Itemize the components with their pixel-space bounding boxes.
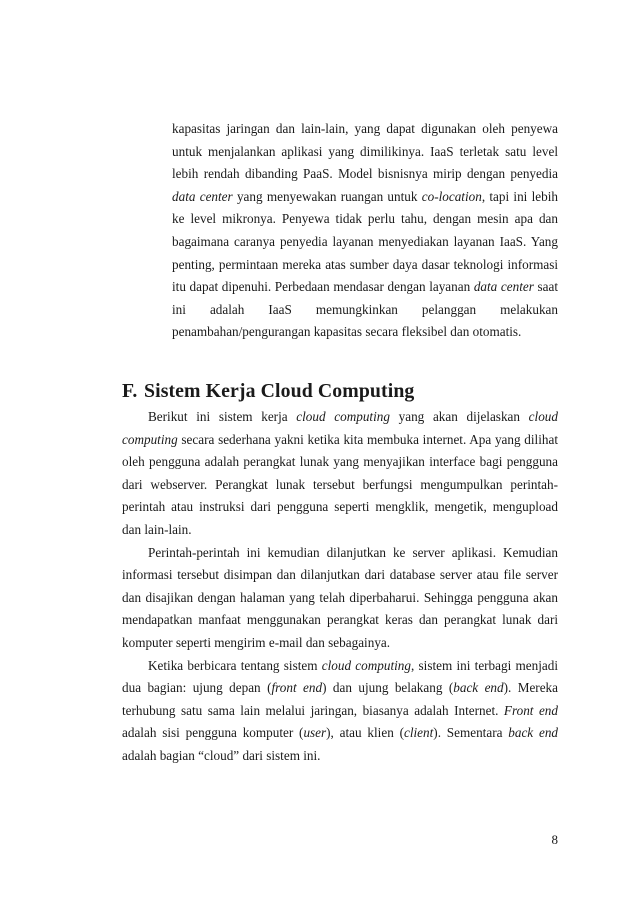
italic-phrase: client xyxy=(404,725,434,741)
italic-phrase: cloud computing xyxy=(296,409,390,424)
italic-phrase: back end xyxy=(453,680,504,696)
section-heading xyxy=(122,380,558,402)
body-paragraph: Berikut ini sistem kerja cloud computing yang akan dijelaskan cloud computing secara sederhana yakni ketika kita membuka internet. Apa yang dilihat oleh pengguna adalah perangkat lunak yang menyajikan interface bagi pengguna dari webserver. Perangkat lunak tersebut berfungsi mengumpulkan perintah-perintah atau instruksi dari pengguna seperti mengklik, mengetik, mengupload dan lain-lain. xyxy=(122,409,558,537)
italic-phrase: back end xyxy=(508,725,559,741)
section-title: Sistem Kerja Cloud Computing xyxy=(144,380,415,402)
italic-phrase: front end xyxy=(271,680,323,696)
body-paragraph: Ketika berbicara tentang sistem cloud computing, sistem ini terbagi menjadi dua bagian: ujung depan (front end) dan ujung belakang (back end). Mereka terhubung satu sama lain melalui jaringan, biasanya adalah Internet. Front end adalah sisi pengguna komputer (user), atau klien (client). Sementara back end adalah bagian “cloud” dari sistem ini. xyxy=(122,657,559,763)
italic-phrase: user xyxy=(303,725,327,741)
intro-paragraph: kapasitas jaringan dan lain-lain, yang dapat digunakan oleh penyewa untuk menjalankan aplikasi yang dimilikinya. IaaS terletak satu level lebih rendah dibanding PaaS. Model bisnisnya mirip dengan penyedia data center yang menyewakan ruangan untuk co-location, tapi ini lebih ke level mikronya. Penyewa tidak perlu tahu, dengan mesin apa dan bagaimana caranya penyedia layanan menyediakan layanan IaaS. Yang penting, permintaan mereka atas sumber daya dasar teknologi informasi itu dapat dipenuhi. Perbedaan mendasar dengan layanan data center saat ini adalah IaaS memungkinkan pelanggan melakukan penambahan/pengurangan kapasitas secara fleksibel dan otomatis. xyxy=(172,121,558,340)
body-paragraph: Perintah-perintah ini kemudian dilanjutkan ke server aplikasi. Kemudian informasi tersebut disimpan dan dilanjutkan dari database server atau file server dan disajikan dengan halaman yang telah diperbaharui. Sehingga pengguna akan mendapatkan manfaat menggunakan perangkat keras dan perangkat lunak dari komputer seperti mengirim e-mail dan sebagainya. xyxy=(122,544,558,650)
italic-phrase: cloud computing xyxy=(122,409,558,447)
continuation-block xyxy=(172,118,558,344)
italic-phrase: co-location xyxy=(421,188,482,204)
section-f xyxy=(122,380,558,768)
italic-phrase: data center xyxy=(172,188,233,204)
page-number: 8 xyxy=(551,832,558,847)
italic-phrase: Front end xyxy=(503,702,558,718)
section-number: F. xyxy=(122,380,138,402)
italic-phrase: cloud computing xyxy=(321,657,411,673)
italic-phrase: data center xyxy=(473,279,534,295)
